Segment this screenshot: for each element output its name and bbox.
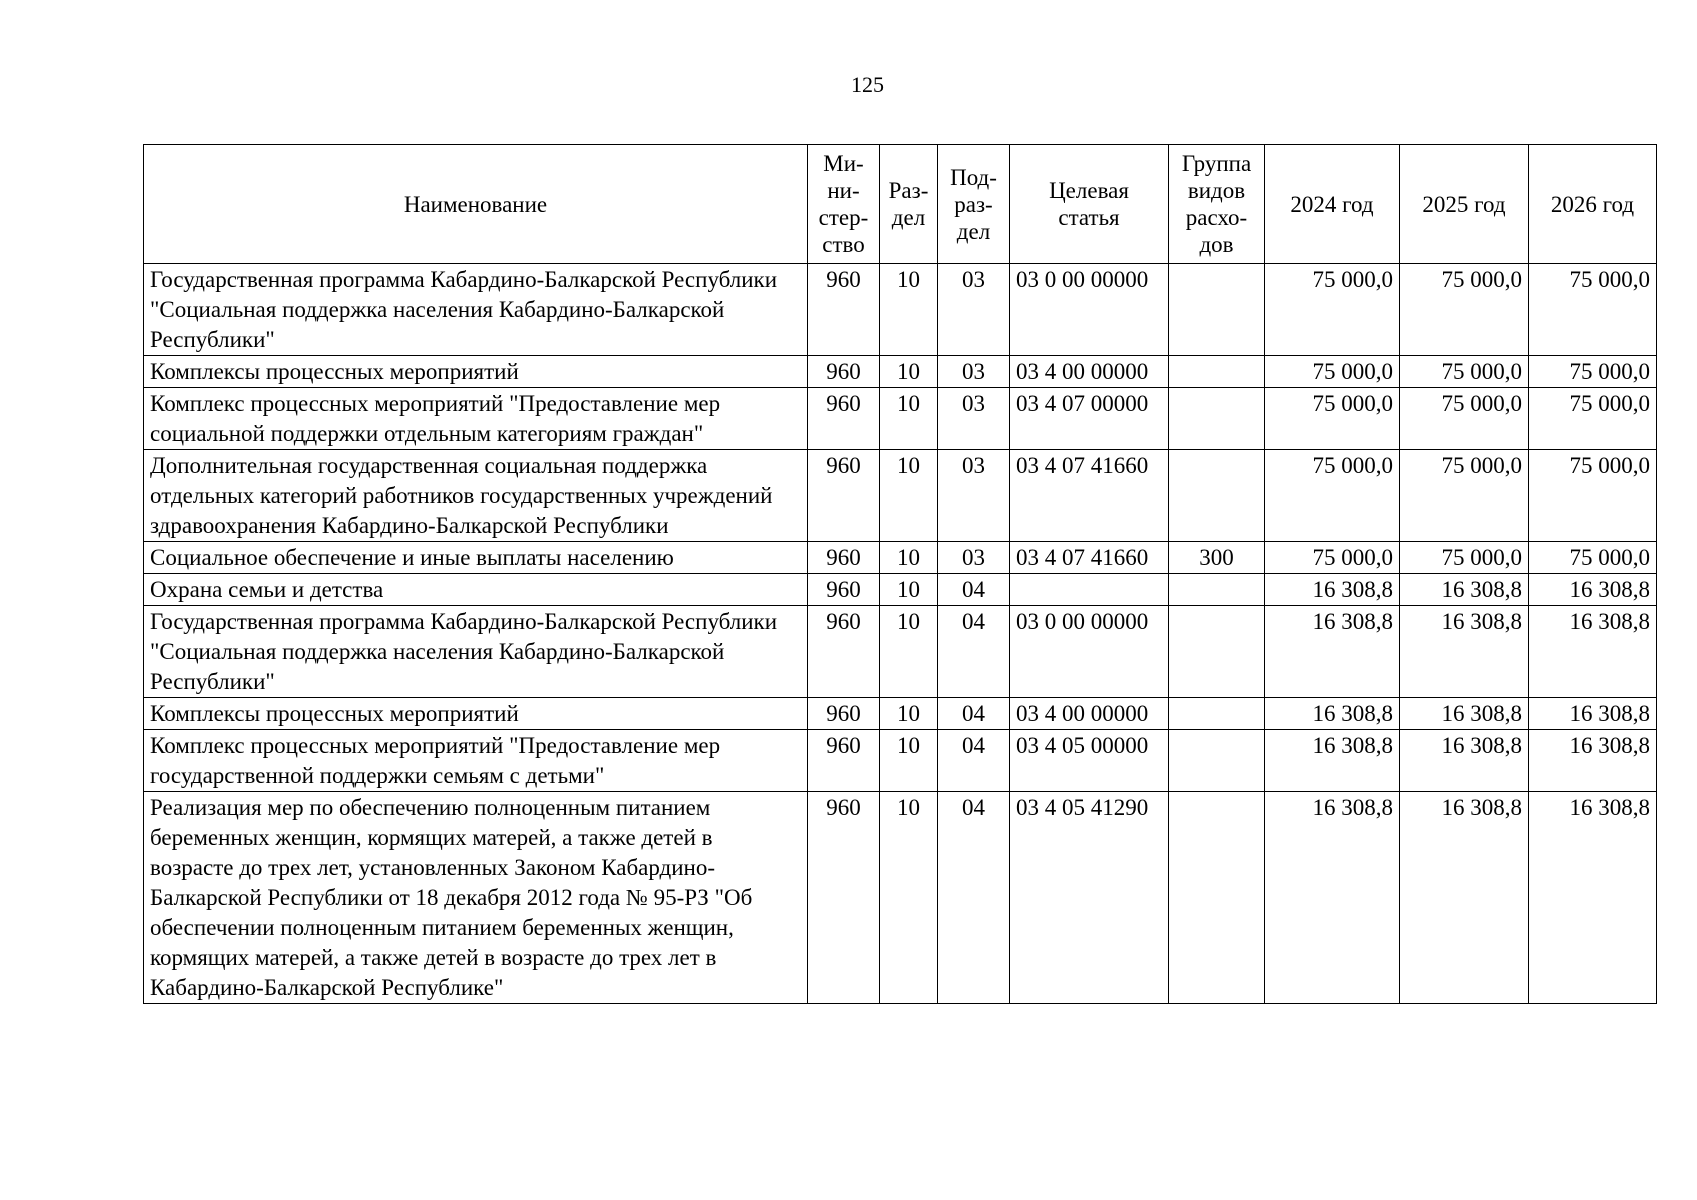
cell-group <box>1169 356 1265 388</box>
cell-2024: 16 308,8 <box>1265 792 1400 1004</box>
cell-target: 03 4 05 00000 <box>1010 730 1169 792</box>
cell-2025: 16 308,8 <box>1400 606 1529 698</box>
table-row <box>144 388 1657 450</box>
cell-2026: 75 000,0 <box>1529 356 1657 388</box>
table-row <box>144 574 1657 606</box>
cell-section: 10 <box>880 356 938 388</box>
cell-2024: 75 000,0 <box>1265 542 1400 574</box>
cell-ministry: 960 <box>808 356 880 388</box>
cell-ministry: 960 <box>808 542 880 574</box>
table-body <box>144 264 1657 1004</box>
cell-section: 10 <box>880 792 938 1004</box>
cell-subsection: 04 <box>938 698 1010 730</box>
cell-subsection: 03 <box>938 542 1010 574</box>
header-subsection <box>938 145 1010 264</box>
cell-target: 03 4 07 00000 <box>1010 388 1169 450</box>
cell-ministry: 960 <box>808 698 880 730</box>
header-2025 <box>1400 145 1529 264</box>
header-2026-label: 2026 год <box>1550 191 1635 217</box>
cell-ministry: 960 <box>808 450 880 542</box>
cell-2025: 16 308,8 <box>1400 730 1529 792</box>
cell-target: 03 4 00 00000 <box>1010 698 1169 730</box>
cell-ministry: 960 <box>808 792 880 1004</box>
cell-2024: 16 308,8 <box>1265 606 1400 698</box>
header-target <box>1010 145 1169 264</box>
cell-2025: 75 000,0 <box>1400 388 1529 450</box>
header-2024 <box>1265 145 1400 264</box>
cell-ministry: 960 <box>808 606 880 698</box>
cell-target: 03 0 00 00000 <box>1010 264 1169 356</box>
cell-2024: 16 308,8 <box>1265 574 1400 606</box>
header-group <box>1169 145 1265 264</box>
cell-2026: 75 000,0 <box>1529 264 1657 356</box>
cell-name: Комплекс процессных мероприятий "Предоставление мер государственной поддержки семьям с детьми" <box>144 730 808 792</box>
cell-2026: 16 308,8 <box>1529 792 1657 1004</box>
cell-section: 10 <box>880 574 938 606</box>
header-name <box>144 145 808 264</box>
header-2024-label: 2024 год <box>1290 191 1374 217</box>
cell-name: Реализация мер по обеспечению полноценным питанием беременных женщин, кормящих матерей, а также детей в возрасте до трех лет, установленных Законом Кабардино-Балкарской Республики от 18 декабря 2012 года № 95-РЗ "Об обеспечении полноценным питанием беременных женщин, кормящих матерей, а также детей в возрасте до трех лет в Кабардино-Балкарской Республике" <box>144 792 808 1004</box>
cell-section: 10 <box>880 698 938 730</box>
cell-name: Социальное обеспечение и иные выплаты населению <box>144 542 808 574</box>
cell-group <box>1169 698 1265 730</box>
cell-subsection: 03 <box>938 356 1010 388</box>
cell-target: 03 4 07 41660 <box>1010 542 1169 574</box>
cell-2026: 75 000,0 <box>1529 450 1657 542</box>
cell-2025: 16 308,8 <box>1400 698 1529 730</box>
header-section <box>880 145 938 264</box>
header-target-label: Целевая статья <box>1049 178 1129 230</box>
header-row <box>144 145 1657 264</box>
cell-group <box>1169 792 1265 1004</box>
cell-subsection: 04 <box>938 792 1010 1004</box>
cell-target: 03 4 00 00000 <box>1010 356 1169 388</box>
cell-subsection: 03 <box>938 388 1010 450</box>
table-row <box>144 542 1657 574</box>
table-row <box>144 792 1657 1004</box>
header-group-label: Группа видов расхо- дов <box>1181 151 1252 257</box>
cell-2026: 75 000,0 <box>1529 388 1657 450</box>
header-section-label: Раз- дел <box>888 178 929 230</box>
cell-group <box>1169 574 1265 606</box>
cell-2026: 16 308,8 <box>1529 606 1657 698</box>
cell-group <box>1169 606 1265 698</box>
cell-name: Комплекс процессных мероприятий "Предоставление мер социальной поддержки отдельным категориям граждан" <box>144 388 808 450</box>
cell-2024: 16 308,8 <box>1265 730 1400 792</box>
cell-2024: 75 000,0 <box>1265 264 1400 356</box>
header-ministry-label: Ми- ни- стер- ство <box>818 151 869 257</box>
cell-ministry: 960 <box>808 388 880 450</box>
cell-2026: 16 308,8 <box>1529 730 1657 792</box>
cell-2025: 75 000,0 <box>1400 264 1529 356</box>
table-row <box>144 606 1657 698</box>
page-number: 125 <box>851 72 884 97</box>
cell-subsection: 03 <box>938 264 1010 356</box>
cell-section: 10 <box>880 450 938 542</box>
cell-name: Дополнительная государственная социальная поддержка отдельных категорий работников государственных учреждений здравоохранения Кабардино-Балкарской Республики <box>144 450 808 542</box>
cell-name: Комплексы процессных мероприятий <box>144 698 808 730</box>
cell-target <box>1010 574 1169 606</box>
cell-section: 10 <box>880 542 938 574</box>
table-row <box>144 264 1657 356</box>
cell-section: 10 <box>880 606 938 698</box>
cell-group: 300 <box>1169 542 1265 574</box>
cell-name: Комплексы процессных мероприятий <box>144 356 808 388</box>
cell-section: 10 <box>880 264 938 356</box>
cell-2026: 16 308,8 <box>1529 574 1657 606</box>
table-row <box>144 356 1657 388</box>
cell-target: 03 4 05 41290 <box>1010 792 1169 1004</box>
cell-2024: 75 000,0 <box>1265 450 1400 542</box>
cell-2025: 75 000,0 <box>1400 356 1529 388</box>
cell-ministry: 960 <box>808 574 880 606</box>
table-row <box>144 450 1657 542</box>
cell-target: 03 0 00 00000 <box>1010 606 1169 698</box>
budget-table <box>143 144 1657 1004</box>
cell-2026: 16 308,8 <box>1529 698 1657 730</box>
cell-2024: 75 000,0 <box>1265 356 1400 388</box>
cell-2026: 75 000,0 <box>1529 542 1657 574</box>
cell-2025: 75 000,0 <box>1400 450 1529 542</box>
cell-subsection: 03 <box>938 450 1010 542</box>
header-2026 <box>1529 145 1657 264</box>
cell-subsection: 04 <box>938 606 1010 698</box>
cell-2024: 75 000,0 <box>1265 388 1400 450</box>
cell-group <box>1169 388 1265 450</box>
cell-group <box>1169 450 1265 542</box>
header-subsection-label: Под- раз- дел <box>950 164 997 244</box>
cell-2025: 16 308,8 <box>1400 792 1529 1004</box>
cell-name: Государственная программа Кабардино-Балкарской Республики "Социальная поддержка населения Кабардино-Балкарской Республики" <box>144 606 808 698</box>
cell-name: Государственная программа Кабардино-Балкарской Республики "Социальная поддержка населения Кабардино-Балкарской Республики" <box>144 264 808 356</box>
header-2025-label: 2025 год <box>1422 191 1506 217</box>
header-name-label: Наименование <box>403 191 548 217</box>
cell-subsection: 04 <box>938 730 1010 792</box>
table-row <box>144 730 1657 792</box>
cell-section: 10 <box>880 730 938 792</box>
table-row <box>144 698 1657 730</box>
cell-2025: 75 000,0 <box>1400 542 1529 574</box>
cell-group <box>1169 264 1265 356</box>
header-ministry <box>808 145 880 264</box>
cell-name: Охрана семьи и детства <box>144 574 808 606</box>
cell-subsection: 04 <box>938 574 1010 606</box>
cell-ministry: 960 <box>808 264 880 356</box>
cell-2024: 16 308,8 <box>1265 698 1400 730</box>
cell-2025: 16 308,8 <box>1400 574 1529 606</box>
cell-group <box>1169 730 1265 792</box>
cell-section: 10 <box>880 388 938 450</box>
cell-target: 03 4 07 41660 <box>1010 450 1169 542</box>
cell-ministry: 960 <box>808 730 880 792</box>
